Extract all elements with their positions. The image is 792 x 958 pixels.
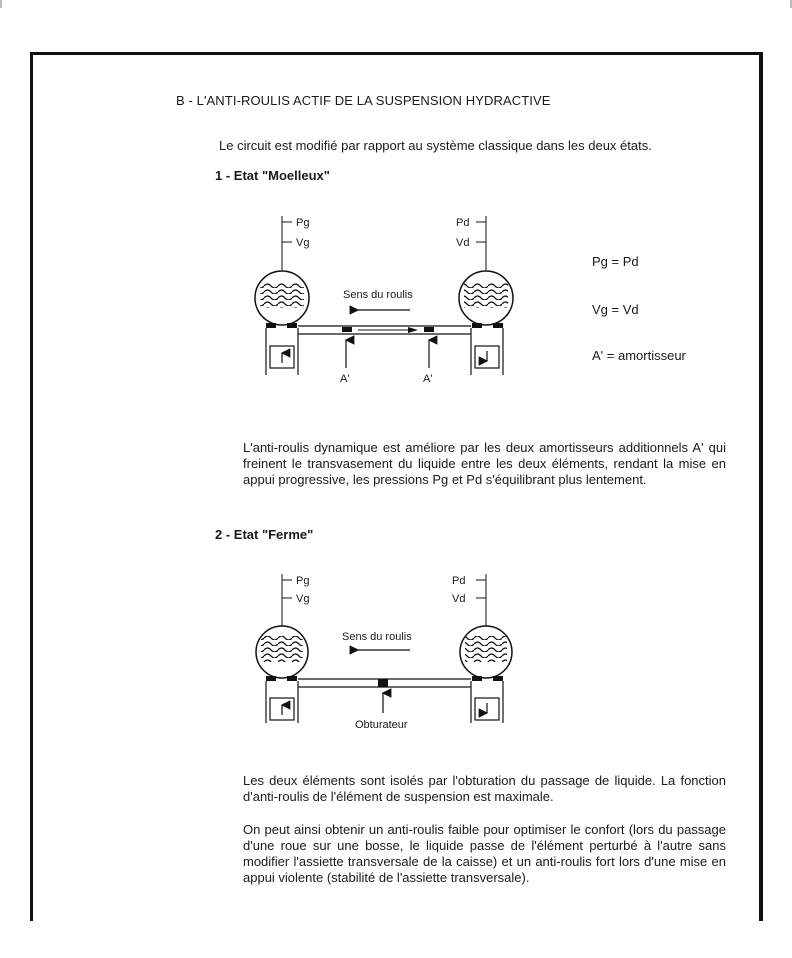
label-damper-left: A' (340, 373, 350, 385)
scan-mark-left (0, 0, 2, 8)
label-pd: Pd (452, 575, 466, 587)
shutter-block (378, 679, 388, 687)
state1-title: 1 - Etat "Moelleux" (215, 168, 330, 183)
equation-volume: Vg = Vd (592, 302, 639, 317)
label-pd: Pd (456, 217, 470, 229)
state2-paragraph2: On peut ainsi obtenir un anti-roulis faible pour optimiser le confort (lors du passage d'une roue sur une bosse, le liquide passe de l'élément perturbé à l'autre sans modifier l'assiette transversale de la caisse) et un anti-roulis fort lors d'une mise en appui violente (stabilité de l'assiette transversale). (243, 822, 726, 885)
state2-paragraph1: Les deux éléments sont isolés par l'obturation du passage de liquide. La fonction d'anti-roulis de l'élément de suspension est maximale. (243, 773, 726, 804)
label-shutter: Obturateur (355, 719, 408, 731)
label-pg: Pg (296, 575, 310, 587)
equation-pressure: Pg = Pd (592, 254, 639, 269)
state1-diagram (250, 210, 530, 390)
state2-title: 2 - Etat "Ferme" (215, 527, 314, 542)
state1-paragraph: L'anti-roulis dynamique est améliore par les deux amortisseurs additionnels A' qui freinent le transvasement du liquide entre les deux éléments, rendant la mise en appui progressive, les pressions Pg et Pd s'équilibrant plus lentement. (243, 440, 726, 487)
label-vd: Vd (456, 237, 470, 249)
right-suspension-sphere (460, 574, 512, 723)
label-vg: Vg (296, 593, 310, 605)
state2-diagram (250, 568, 530, 738)
equation-damper: A' = amortisseur (592, 348, 686, 363)
label-direction: Sens du roulis (342, 631, 412, 643)
label-damper-right: A' (423, 373, 433, 385)
intro-text: Le circuit est modifié par rapport au système classique dans les deux états. (219, 138, 652, 153)
section-title: B - L'ANTI-ROULIS ACTIF DE LA SUSPENSION HYDRACTIVE (176, 93, 551, 108)
label-vd: Vd (452, 593, 466, 605)
label-vg: Vg (296, 237, 310, 249)
label-direction: Sens du roulis (343, 289, 413, 301)
label-pg: Pg (296, 217, 310, 229)
connecting-pipe (298, 326, 471, 334)
connecting-pipe (298, 679, 471, 687)
